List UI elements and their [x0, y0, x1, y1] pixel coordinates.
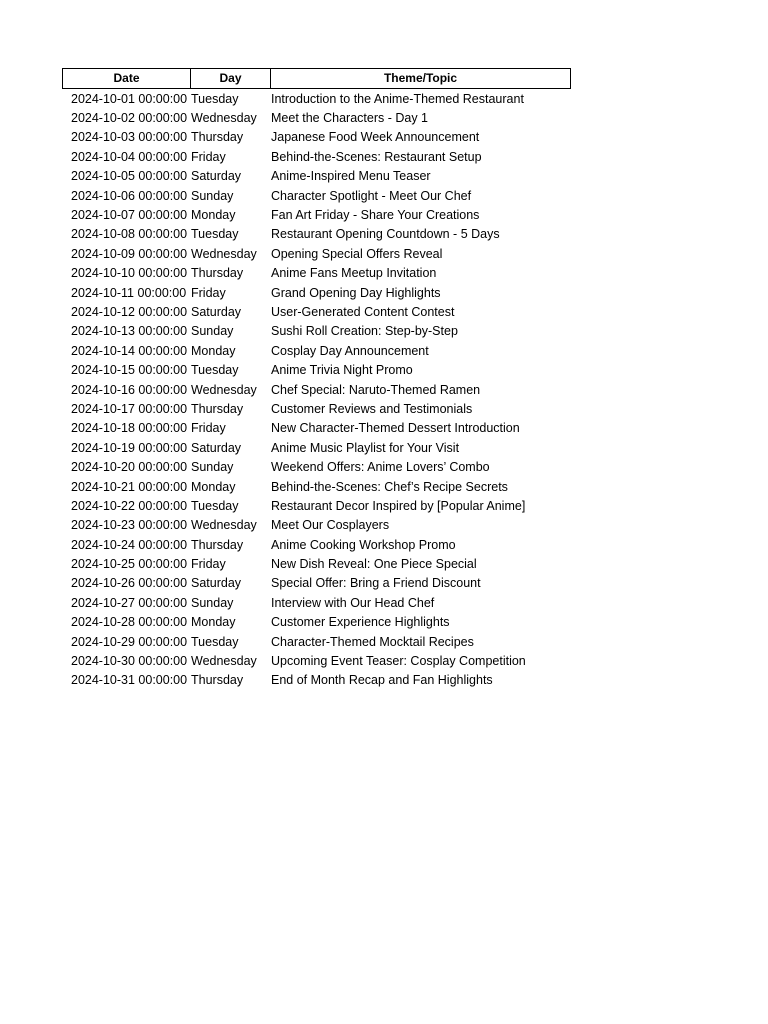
header-date[interactable]: Date	[62, 68, 190, 89]
cell-theme-topic[interactable]: Anime Trivia Night Promo	[271, 363, 413, 378]
table-row	[62, 593, 582, 612]
cell-date[interactable]: 2024-10-17 00:00:00	[71, 401, 188, 416]
cell-theme-topic[interactable]: New Dish Reveal: One Piece Special	[271, 557, 477, 572]
cell-theme-topic[interactable]: Special Offer: Bring a Friend Discount	[271, 576, 481, 591]
table-row	[62, 671, 582, 690]
cell-day[interactable]: Thursday	[191, 266, 244, 281]
cell-date[interactable]: 2024-10-10 00:00:00	[71, 266, 188, 281]
cell-date[interactable]: 2024-10-29 00:00:00	[71, 634, 188, 649]
cell-day[interactable]: Wednesday	[191, 382, 257, 397]
table-row	[62, 477, 582, 496]
cell-date[interactable]: 2024-10-25 00:00:00	[71, 557, 188, 572]
table-row	[62, 632, 582, 651]
cell-theme-topic[interactable]: Cosplay Day Announcement	[271, 343, 429, 358]
cell-day[interactable]: Wednesday	[191, 111, 257, 126]
table-row	[62, 186, 582, 205]
cell-theme-topic[interactable]: User-Generated Content Contest	[271, 304, 455, 319]
cell-day[interactable]: Thursday	[191, 130, 244, 145]
cell-day[interactable]: Saturday	[191, 304, 242, 319]
cell-date[interactable]: 2024-10-06 00:00:00	[71, 188, 188, 203]
cell-date[interactable]: 2024-10-02 00:00:00	[71, 111, 188, 126]
table-row	[62, 128, 582, 147]
cell-theme-topic[interactable]: Anime Cooking Workshop Promo	[271, 537, 456, 552]
cell-date[interactable]: 2024-10-22 00:00:00	[71, 498, 188, 513]
table-row	[62, 108, 582, 127]
cell-day[interactable]: Saturday	[191, 440, 242, 455]
cell-date[interactable]: 2024-10-08 00:00:00	[71, 227, 188, 242]
cell-theme-topic[interactable]: Customer Reviews and Testimonials	[271, 401, 473, 416]
table-row	[62, 225, 582, 244]
table-row	[62, 651, 582, 670]
cell-date[interactable]: 2024-10-26 00:00:00	[71, 576, 188, 591]
table-row	[62, 302, 582, 321]
table-row	[62, 360, 582, 379]
cell-date[interactable]: 2024-10-07 00:00:00	[71, 208, 188, 223]
table-row	[62, 244, 582, 263]
cell-theme-topic[interactable]: Upcoming Event Teaser: Cosplay Competition	[271, 654, 526, 669]
cell-day[interactable]: Tuesday	[191, 91, 239, 106]
cell-theme-topic[interactable]: Anime Fans Meetup Invitation	[271, 266, 437, 281]
cell-date[interactable]: 2024-10-18 00:00:00	[71, 421, 188, 436]
cell-day[interactable]: Sunday	[191, 324, 234, 339]
cell-date[interactable]: 2024-10-19 00:00:00	[71, 440, 188, 455]
cell-day[interactable]: Tuesday	[191, 227, 239, 242]
cell-date[interactable]: 2024-10-23 00:00:00	[71, 518, 188, 533]
cell-day[interactable]: Friday	[191, 149, 226, 164]
cell-date[interactable]: 2024-10-11 00:00:00	[71, 285, 187, 300]
cell-date[interactable]: 2024-10-21 00:00:00	[71, 479, 188, 494]
table-row	[62, 457, 582, 476]
cell-day[interactable]: Saturday	[191, 576, 242, 591]
cell-date[interactable]: 2024-10-05 00:00:00	[71, 169, 188, 184]
cell-theme-topic[interactable]: Customer Experience Highlights	[271, 615, 450, 630]
cell-theme-topic[interactable]: Restaurant Opening Countdown - 5 Days	[271, 227, 500, 242]
table-row	[62, 554, 582, 573]
cell-date[interactable]: 2024-10-04 00:00:00	[71, 149, 188, 164]
cell-date[interactable]: 2024-10-15 00:00:00	[71, 363, 188, 378]
cell-day[interactable]: Sunday	[191, 460, 234, 475]
cell-day[interactable]: Friday	[191, 557, 226, 572]
cell-theme-topic[interactable]: Meet Our Cosplayers	[271, 518, 390, 533]
cell-day[interactable]: Thursday	[191, 401, 244, 416]
cell-theme-topic[interactable]: Character Spotlight - Meet Our Chef	[271, 188, 472, 203]
cell-theme-topic[interactable]: Meet the Characters - Day 1	[271, 111, 429, 126]
cell-day[interactable]: Wednesday	[191, 246, 257, 261]
cell-day[interactable]: Saturday	[191, 169, 242, 184]
cell-date[interactable]: 2024-10-20 00:00:00	[71, 460, 188, 475]
table-row	[62, 438, 582, 457]
cell-theme-topic[interactable]: Opening Special Offers Reveal	[271, 246, 443, 261]
cell-day[interactable]: Wednesday	[191, 654, 257, 669]
cell-day[interactable]: Friday	[191, 421, 226, 436]
table-row	[62, 496, 582, 515]
cell-theme-topic[interactable]: Anime Music Playlist for Your Visit	[271, 440, 460, 455]
cell-day[interactable]: Wednesday	[191, 518, 257, 533]
cell-date[interactable]: 2024-10-03 00:00:00	[71, 130, 188, 145]
table-row	[62, 264, 582, 283]
cell-date[interactable]: 2024-10-13 00:00:00	[71, 324, 188, 339]
table-row	[62, 535, 582, 554]
cell-day[interactable]: Tuesday	[191, 363, 239, 378]
cell-date[interactable]: 2024-10-24 00:00:00	[71, 537, 188, 552]
table-body	[62, 89, 582, 690]
cell-theme-topic[interactable]: Sushi Roll Creation: Step-by-Step	[271, 324, 458, 339]
cell-theme-topic[interactable]: Restaurant Decor Inspired by [Popular Anime]	[271, 498, 526, 513]
cell-date[interactable]: 2024-10-12 00:00:00	[71, 304, 188, 319]
header-day[interactable]: Day	[190, 68, 270, 89]
table-row	[62, 89, 582, 108]
table-row	[62, 380, 582, 399]
table-row	[62, 399, 582, 418]
cell-theme-topic[interactable]: Weekend Offers: Anime Lovers’ Combo	[271, 460, 490, 475]
cell-theme-topic[interactable]: Behind-the-Scenes: Restaurant Setup	[271, 149, 482, 164]
cell-theme-topic[interactable]: Grand Opening Day Highlights	[271, 285, 441, 300]
cell-date[interactable]: 2024-10-09 00:00:00	[71, 246, 188, 261]
cell-day[interactable]: Sunday	[191, 595, 234, 610]
cell-theme-topic[interactable]: Fan Art Friday - Share Your Creations	[271, 208, 480, 223]
cell-theme-topic[interactable]: Behind-the-Scenes: Chef’s Recipe Secrets	[271, 479, 508, 494]
cell-theme-topic[interactable]: Character-Themed Mocktail Recipes	[271, 634, 474, 649]
table-row	[62, 516, 582, 535]
cell-day[interactable]: Monday	[191, 343, 236, 358]
cell-day[interactable]: Sunday	[191, 188, 234, 203]
cell-day[interactable]: Monday	[191, 479, 236, 494]
cell-date[interactable]: 2024-10-30 00:00:00	[71, 654, 188, 669]
cell-theme-topic[interactable]: Interview with Our Head Chef	[271, 595, 435, 610]
cell-day[interactable]: Thursday	[191, 673, 244, 688]
cell-theme-topic[interactable]: Anime-Inspired Menu Teaser	[271, 169, 431, 184]
cell-day[interactable]: Monday	[191, 208, 236, 223]
table-row	[62, 574, 582, 593]
table-row	[62, 283, 582, 302]
cell-date[interactable]: 2024-10-31 00:00:00	[71, 673, 188, 688]
table-header	[62, 68, 582, 89]
cell-theme-topic[interactable]: Chef Special: Naruto-Themed Ramen	[271, 382, 481, 397]
header-theme-topic[interactable]: Theme/Topic	[270, 68, 571, 89]
cell-day[interactable]: Monday	[191, 615, 236, 630]
cell-date[interactable]: 2024-10-01 00:00:00	[71, 91, 188, 106]
table-row	[62, 167, 582, 186]
cell-theme-topic[interactable]: Japanese Food Week Announcement	[271, 130, 480, 145]
cell-theme-topic[interactable]: New Character-Themed Dessert Introduction	[271, 421, 520, 436]
cell-date[interactable]: 2024-10-28 00:00:00	[71, 615, 188, 630]
table-row	[62, 341, 582, 360]
table-row	[62, 419, 582, 438]
cell-date[interactable]: 2024-10-14 00:00:00	[71, 343, 188, 358]
cell-day[interactable]: Friday	[191, 285, 226, 300]
cell-day[interactable]: Tuesday	[191, 498, 239, 513]
cell-day[interactable]: Tuesday	[191, 634, 239, 649]
table-row	[62, 147, 582, 166]
table-row	[62, 205, 582, 224]
cell-theme-topic[interactable]: Introduction to the Anime-Themed Restaurant	[271, 91, 524, 106]
table-row	[62, 613, 582, 632]
schedule-table	[62, 68, 582, 690]
cell-date[interactable]: 2024-10-16 00:00:00	[71, 382, 188, 397]
table-row	[62, 322, 582, 341]
cell-day[interactable]: Thursday	[191, 537, 244, 552]
cell-theme-topic[interactable]: End of Month Recap and Fan Highlights	[271, 673, 493, 688]
cell-date[interactable]: 2024-10-27 00:00:00	[71, 595, 188, 610]
